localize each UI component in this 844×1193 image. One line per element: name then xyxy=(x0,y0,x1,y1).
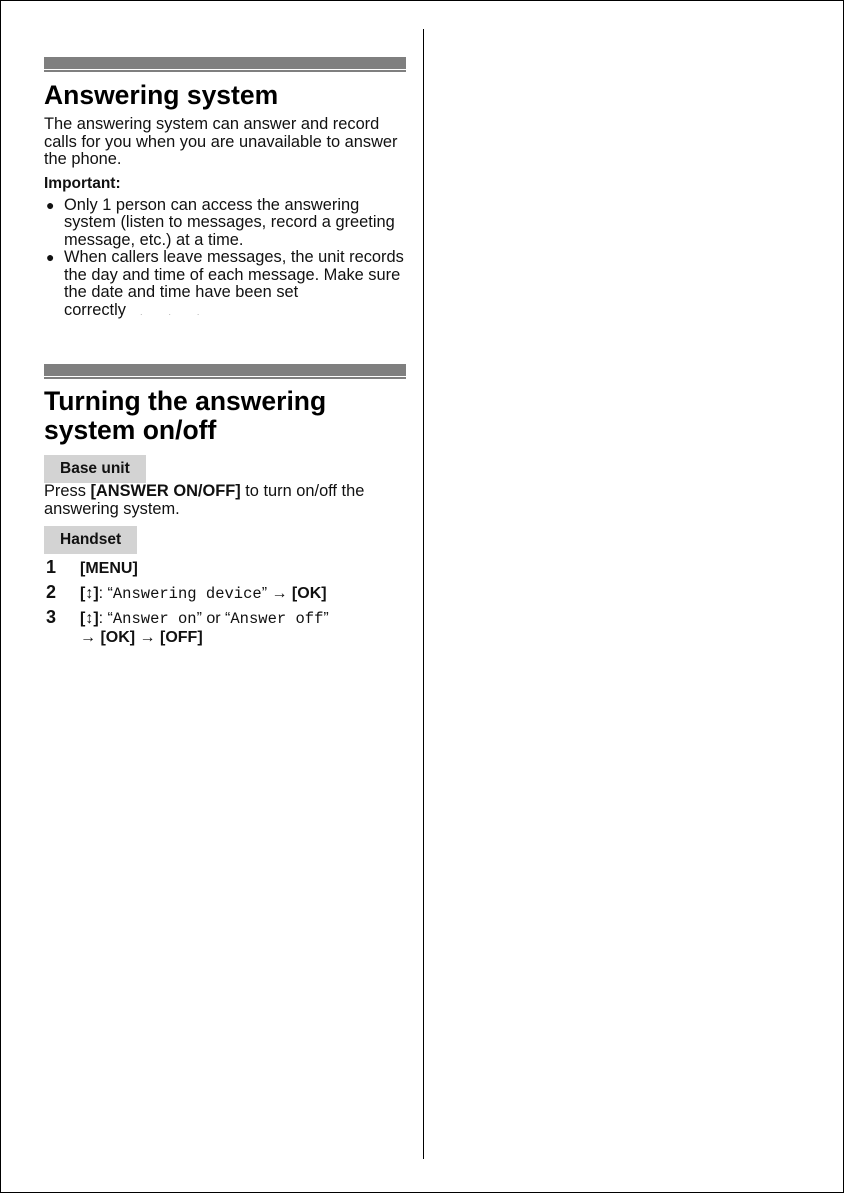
important-list xyxy=(44,197,406,322)
ok-key: [OK] xyxy=(291,584,327,602)
faded-text-fragment: . . . xyxy=(125,307,212,317)
column-divider xyxy=(423,29,424,1159)
ok-key: [OK] xyxy=(100,628,136,646)
navigator-key-icon: [↕] xyxy=(80,610,99,627)
base-unit-label: Base unit xyxy=(44,455,146,483)
section-title-turning-on-off: Turning the answering system on/off xyxy=(44,386,327,445)
important-label: Important: xyxy=(44,174,121,192)
section-bar xyxy=(44,364,406,377)
handset-label: Handset xyxy=(44,526,137,554)
navigator-key-icon: [↕] xyxy=(80,584,99,602)
section-bar xyxy=(44,57,406,70)
menu-key: [MENU] xyxy=(80,560,138,577)
section-title-answering-system: Answering system xyxy=(44,80,279,110)
left-column xyxy=(44,1,406,646)
off-key: [OFF] xyxy=(160,628,203,646)
step-3: 3 [↕]: “Answer on” or “Answer off” → [OK] → [OFF] xyxy=(46,607,329,646)
step-1: 1 [MENU] xyxy=(46,557,138,577)
handset-steps xyxy=(44,557,406,646)
bullet-icon: ● xyxy=(46,196,55,213)
intro-text: The answering system can answer and record calls for you when you are unavailable to answer the phone. xyxy=(44,115,398,168)
bullet-icon: ● xyxy=(46,249,55,265)
list-item: ● Only 1 person can access the answering system (listen to messages, record a greeting message, etc.) at a time. xyxy=(46,195,395,249)
answer-on-off-key: [ANSWER ON/OFF] xyxy=(90,482,241,500)
base-unit-instruction: Press [ANSWER ON/OFF] to turn on/off the answering system. xyxy=(44,482,365,518)
step-2: 2 [↕]: “Answering device” → [OK] xyxy=(46,581,327,603)
list-item: ● When callers leave messages, the unit records the day and time of each message. Make sure the date and time have been set correctly . . . xyxy=(46,248,404,319)
